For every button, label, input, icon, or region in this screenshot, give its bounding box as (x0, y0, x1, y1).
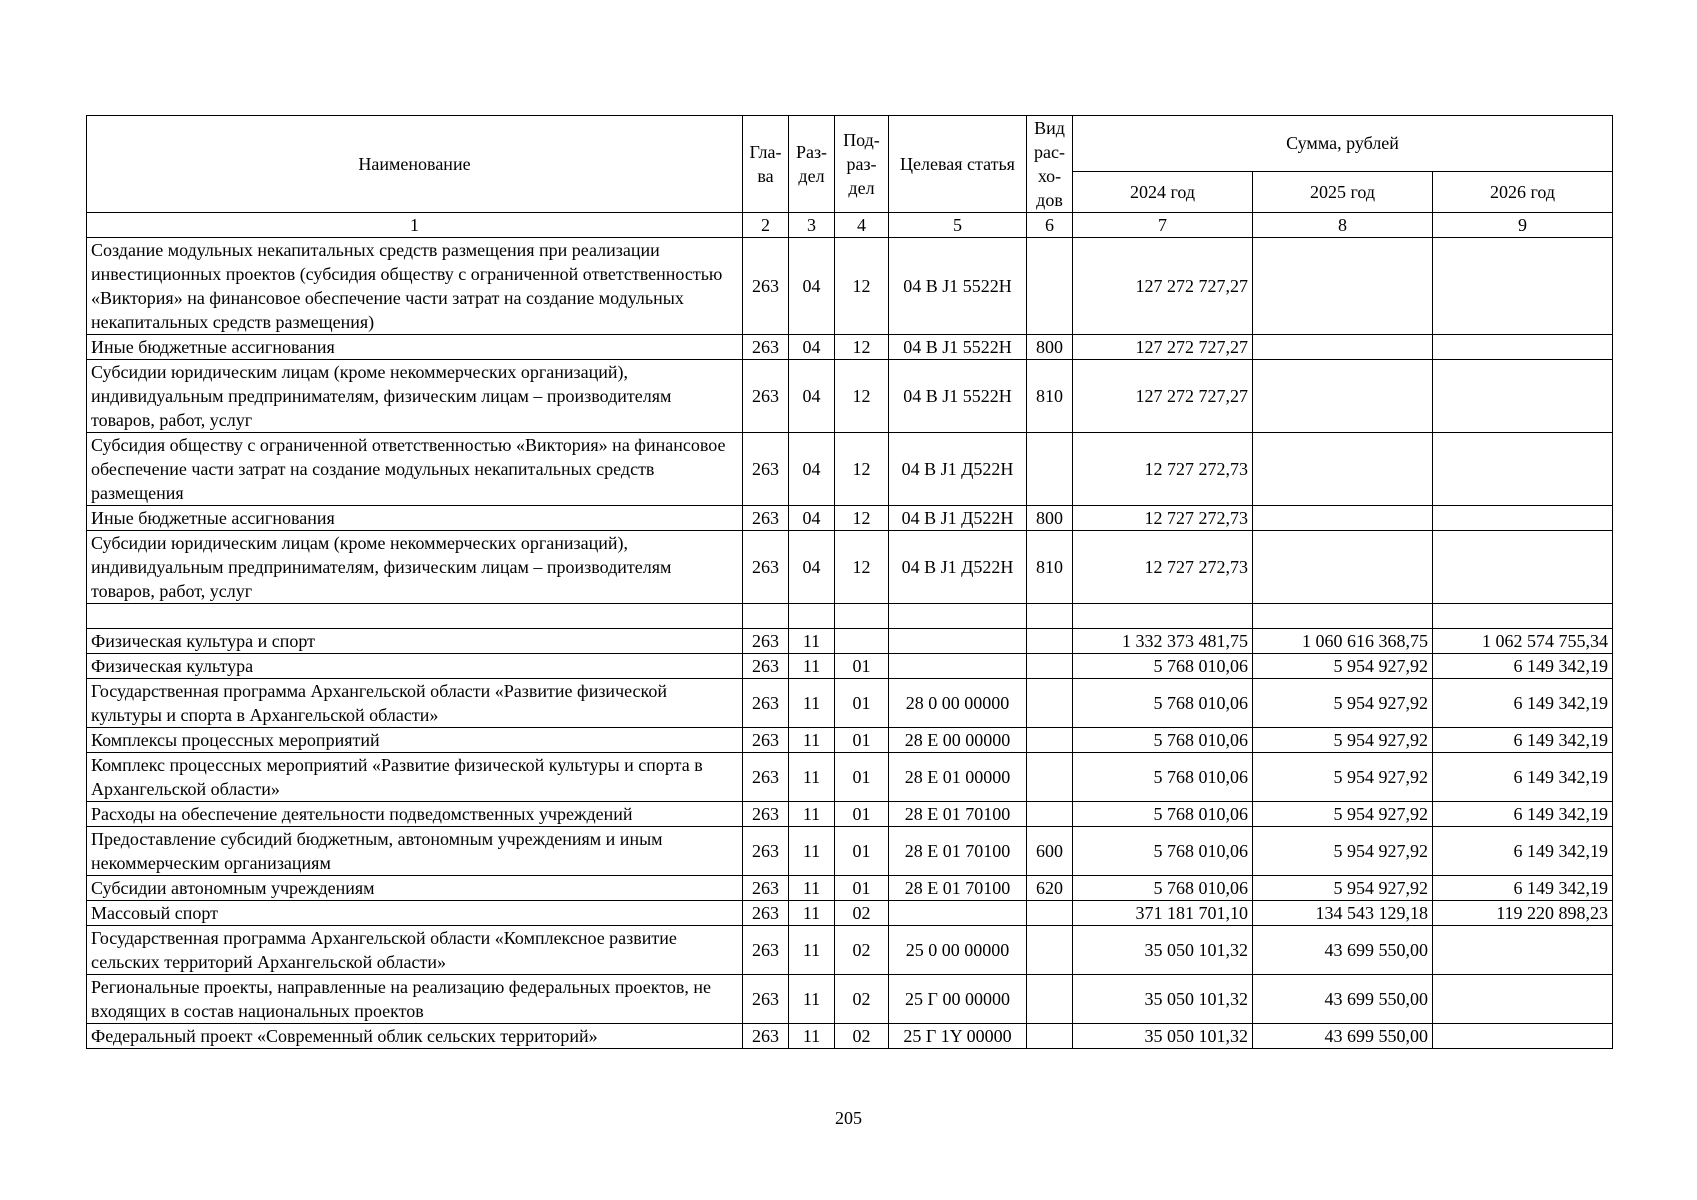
header-summa: Сумма, рублей (1073, 116, 1613, 172)
row-sum-2024 (1073, 604, 1253, 629)
row-sum-2025: 43 699 550,00 (1253, 1024, 1433, 1049)
row-sum-2026: 6 149 342,19 (1433, 679, 1613, 728)
row-podrazdel: 01 (835, 876, 889, 901)
row-celevaya: 28 Е 01 70100 (889, 827, 1027, 876)
header-row (87, 116, 1613, 172)
row-sum-2026 (1433, 604, 1613, 629)
row-glava: 263 (743, 926, 789, 975)
row-podrazdel: 12 (835, 531, 889, 604)
row-sum-2025: 5 954 927,92 (1253, 654, 1433, 679)
row-celevaya: 25 Г 00 00000 (889, 975, 1027, 1024)
row-sum-2026 (1433, 238, 1613, 335)
row-sum-2026: 1 062 574 755,34 (1433, 629, 1613, 654)
row-vid (1027, 1024, 1073, 1049)
row-podrazdel: 01 (835, 728, 889, 753)
row-name: Субсидия обществу с ограниченной ответственностью «Виктория» на финансовое обеспечение части затрат на создание модульных некапитальных средств размещения (87, 433, 743, 506)
row-name: Физическая культура (87, 654, 743, 679)
row-sum-2025 (1253, 360, 1433, 433)
page-number: 205 (835, 1108, 862, 1128)
row-glava: 263 (743, 335, 789, 360)
col-num-8: 8 (1253, 213, 1433, 238)
row-celevaya (889, 604, 1027, 629)
row-vid: 800 (1027, 335, 1073, 360)
row-name: Федеральный проект «Современный облик сельских территорий» (87, 1024, 743, 1049)
row-podrazdel: 01 (835, 679, 889, 728)
row-glava: 263 (743, 238, 789, 335)
row-podrazdel: 01 (835, 654, 889, 679)
row-celevaya: 28 Е 01 70100 (889, 802, 1027, 827)
row-celevaya: 28 Е 01 00000 (889, 753, 1027, 802)
row-celevaya: 28 Е 00 00000 (889, 728, 1027, 753)
row-sum-2026: 6 149 342,19 (1433, 827, 1613, 876)
header-glava: Гла-ва (743, 116, 789, 213)
table-row (87, 827, 1613, 876)
col-num-9: 9 (1433, 213, 1613, 238)
row-celevaya: 28 0 00 00000 (889, 679, 1027, 728)
row-vid (1027, 802, 1073, 827)
row-razdel: 04 (789, 506, 835, 531)
table-row (87, 901, 1613, 926)
row-sum-2024: 127 272 727,27 (1073, 335, 1253, 360)
row-glava (743, 604, 789, 629)
row-vid (1027, 975, 1073, 1024)
row-razdel: 11 (789, 679, 835, 728)
row-celevaya: 25 Г 1Y 00000 (889, 1024, 1027, 1049)
table-row (87, 531, 1613, 604)
row-vid: 810 (1027, 531, 1073, 604)
row-glava: 263 (743, 728, 789, 753)
row-glava: 263 (743, 975, 789, 1024)
table-row (87, 753, 1613, 802)
col-num-2: 2 (743, 213, 789, 238)
row-vid (1027, 753, 1073, 802)
row-vid (1027, 901, 1073, 926)
row-vid (1027, 433, 1073, 506)
row-podrazdel: 12 (835, 335, 889, 360)
col-num-1: 1 (87, 213, 743, 238)
row-glava: 263 (743, 654, 789, 679)
row-sum-2024: 5 768 010,06 (1073, 827, 1253, 876)
row-sum-2024: 35 050 101,32 (1073, 1024, 1253, 1049)
row-sum-2026 (1433, 926, 1613, 975)
row-sum-2025: 5 954 927,92 (1253, 876, 1433, 901)
row-razdel: 04 (789, 433, 835, 506)
table-row (87, 629, 1613, 654)
row-razdel: 11 (789, 728, 835, 753)
table-row (87, 926, 1613, 975)
row-razdel: 11 (789, 827, 835, 876)
row-name: Субсидии автономным учреждениям (87, 876, 743, 901)
row-sum-2024: 5 768 010,06 (1073, 654, 1253, 679)
header-celevaya: Целевая статья (889, 116, 1027, 213)
row-name: Иные бюджетные ассигнования (87, 335, 743, 360)
row-glava: 263 (743, 531, 789, 604)
row-glava: 263 (743, 679, 789, 728)
row-sum-2026: 6 149 342,19 (1433, 753, 1613, 802)
row-name: Комплексы процессных мероприятий (87, 728, 743, 753)
row-celevaya: 04 В J1 Д522Н (889, 506, 1027, 531)
row-podrazdel: 12 (835, 506, 889, 531)
row-podrazdel: 01 (835, 753, 889, 802)
header-razdel: Раз-дел (789, 116, 835, 213)
row-razdel: 04 (789, 335, 835, 360)
col-num-4: 4 (835, 213, 889, 238)
table-row (87, 728, 1613, 753)
row-podrazdel: 01 (835, 802, 889, 827)
col-num-7: 7 (1073, 213, 1253, 238)
row-razdel: 11 (789, 802, 835, 827)
row-celevaya: 04 В J1 5522Н (889, 360, 1027, 433)
row-vid (1027, 926, 1073, 975)
header-vid: Вид рас-хо-дов (1027, 116, 1073, 213)
header-2025: 2025 год (1253, 171, 1433, 212)
row-sum-2026: 6 149 342,19 (1433, 802, 1613, 827)
row-name: Субсидии юридическим лицам (кроме некоммерческих организаций), индивидуальным предпринимателям, физическим лицам – производителям товаров, работ, услуг (87, 531, 743, 604)
row-celevaya (889, 629, 1027, 654)
row-vid: 800 (1027, 506, 1073, 531)
row-vid (1027, 654, 1073, 679)
table-row (87, 679, 1613, 728)
row-sum-2024: 35 050 101,32 (1073, 975, 1253, 1024)
row-glava: 263 (743, 433, 789, 506)
row-podrazdel: 12 (835, 360, 889, 433)
row-glava: 263 (743, 360, 789, 433)
row-vid (1027, 238, 1073, 335)
row-razdel: 11 (789, 1024, 835, 1049)
row-vid (1027, 728, 1073, 753)
row-sum-2025: 5 954 927,92 (1253, 679, 1433, 728)
row-vid: 620 (1027, 876, 1073, 901)
row-sum-2026: 119 220 898,23 (1433, 901, 1613, 926)
row-celevaya (889, 654, 1027, 679)
row-glava: 263 (743, 876, 789, 901)
row-glava: 263 (743, 1024, 789, 1049)
row-vid (1027, 604, 1073, 629)
table-row (87, 802, 1613, 827)
row-name: Расходы на обеспечение деятельности подведомственных учреждений (87, 802, 743, 827)
row-sum-2024: 5 768 010,06 (1073, 802, 1253, 827)
row-podrazdel: 02 (835, 975, 889, 1024)
row-glava: 263 (743, 901, 789, 926)
row-sum-2024: 127 272 727,27 (1073, 360, 1253, 433)
row-sum-2025: 134 543 129,18 (1253, 901, 1433, 926)
col-num-6: 6 (1027, 213, 1073, 238)
table-row (87, 238, 1613, 335)
row-sum-2026 (1433, 531, 1613, 604)
row-glava: 263 (743, 506, 789, 531)
row-sum-2024: 12 727 272,73 (1073, 433, 1253, 506)
row-name: Массовый спорт (87, 901, 743, 926)
row-sum-2026 (1433, 335, 1613, 360)
table-row (87, 433, 1613, 506)
row-razdel: 04 (789, 360, 835, 433)
row-sum-2024: 5 768 010,06 (1073, 728, 1253, 753)
table-row (87, 506, 1613, 531)
row-razdel: 11 (789, 629, 835, 654)
row-glava: 263 (743, 753, 789, 802)
table-row (87, 360, 1613, 433)
row-sum-2024: 5 768 010,06 (1073, 876, 1253, 901)
row-sum-2024: 127 272 727,27 (1073, 238, 1253, 335)
header-name: Наименование (87, 116, 743, 213)
row-celevaya: 04 В J1 5522Н (889, 335, 1027, 360)
row-name: Физическая культура и спорт (87, 629, 743, 654)
table-row (87, 975, 1613, 1024)
row-razdel: 11 (789, 654, 835, 679)
header-podrazdel: Под-раз-дел (835, 116, 889, 213)
budget-table (86, 115, 1613, 1049)
row-sum-2025: 1 060 616 368,75 (1253, 629, 1433, 654)
table-body (87, 238, 1613, 1049)
column-numbers-row (87, 213, 1613, 238)
row-sum-2026: 6 149 342,19 (1433, 654, 1613, 679)
row-vid (1027, 629, 1073, 654)
row-sum-2026 (1433, 506, 1613, 531)
row-razdel (789, 604, 835, 629)
row-sum-2026 (1433, 433, 1613, 506)
row-podrazdel: 01 (835, 827, 889, 876)
row-sum-2024: 371 181 701,10 (1073, 901, 1253, 926)
table-row (87, 654, 1613, 679)
row-celevaya: 04 В J1 Д522Н (889, 531, 1027, 604)
row-sum-2024: 12 727 272,73 (1073, 531, 1253, 604)
row-celevaya (889, 901, 1027, 926)
row-name: Региональные проекты, направленные на реализацию федеральных проектов, не входящих в состав национальных проектов (87, 975, 743, 1024)
row-razdel: 11 (789, 926, 835, 975)
row-sum-2025: 5 954 927,92 (1253, 728, 1433, 753)
row-sum-2026 (1433, 1024, 1613, 1049)
row-podrazdel: 02 (835, 1024, 889, 1049)
row-podrazdel (835, 604, 889, 629)
row-sum-2024: 12 727 272,73 (1073, 506, 1253, 531)
row-vid: 600 (1027, 827, 1073, 876)
row-name: Государственная программа Архангельской области «Развитие физической культуры и спорта в Архангельской области» (87, 679, 743, 728)
header-2024: 2024 год (1073, 171, 1253, 212)
row-sum-2024: 5 768 010,06 (1073, 753, 1253, 802)
row-vid: 810 (1027, 360, 1073, 433)
row-sum-2024: 5 768 010,06 (1073, 679, 1253, 728)
col-num-5: 5 (889, 213, 1027, 238)
row-vid (1027, 679, 1073, 728)
row-podrazdel: 12 (835, 433, 889, 506)
row-razdel: 11 (789, 753, 835, 802)
table-row (87, 335, 1613, 360)
row-sum-2024: 1 332 373 481,75 (1073, 629, 1253, 654)
row-sum-2025: 5 954 927,92 (1253, 753, 1433, 802)
row-sum-2026: 6 149 342,19 (1433, 728, 1613, 753)
row-celevaya: 04 В J1 5522Н (889, 238, 1027, 335)
row-sum-2025 (1253, 433, 1433, 506)
row-sum-2026 (1433, 975, 1613, 1024)
row-celevaya: 28 Е 01 70100 (889, 876, 1027, 901)
row-celevaya: 04 В J1 Д522Н (889, 433, 1027, 506)
row-razdel: 04 (789, 238, 835, 335)
row-razdel: 11 (789, 975, 835, 1024)
row-sum-2025: 43 699 550,00 (1253, 975, 1433, 1024)
row-glava: 263 (743, 802, 789, 827)
col-num-3: 3 (789, 213, 835, 238)
table-row (87, 876, 1613, 901)
row-glava: 263 (743, 827, 789, 876)
row-celevaya: 25 0 00 00000 (889, 926, 1027, 975)
row-razdel: 11 (789, 876, 835, 901)
row-name: Предоставление субсидий бюджетным, автономным учреждениям и иным некоммерческим организациям (87, 827, 743, 876)
row-sum-2025: 5 954 927,92 (1253, 802, 1433, 827)
table-row (87, 1024, 1613, 1049)
row-sum-2025 (1253, 238, 1433, 335)
row-razdel: 11 (789, 901, 835, 926)
row-name: Комплекс процессных мероприятий «Развитие физической культуры и спорта в Архангельской области» (87, 753, 743, 802)
row-razdel: 04 (789, 531, 835, 604)
row-sum-2025 (1253, 531, 1433, 604)
row-podrazdel: 12 (835, 238, 889, 335)
row-name: Субсидии юридическим лицам (кроме некоммерческих организаций), индивидуальным предпринимателям, физическим лицам – производителям товаров, работ, услуг (87, 360, 743, 433)
row-sum-2025 (1253, 335, 1433, 360)
row-podrazdel: 02 (835, 926, 889, 975)
row-sum-2025: 5 954 927,92 (1253, 827, 1433, 876)
row-sum-2025 (1253, 604, 1433, 629)
table-row (87, 604, 1613, 629)
row-sum-2024: 35 050 101,32 (1073, 926, 1253, 975)
row-sum-2025 (1253, 506, 1433, 531)
row-sum-2026: 6 149 342,19 (1433, 876, 1613, 901)
row-podrazdel: 02 (835, 901, 889, 926)
row-sum-2025: 43 699 550,00 (1253, 926, 1433, 975)
row-name: Создание модульных некапитальных средств размещения при реализации инвестиционных проектов (субсидия обществу с ограниченной ответственностью «Виктория» на финансовое обеспечение части затрат на создание модульных некапитальных средств размещения) (87, 238, 743, 335)
row-glava: 263 (743, 629, 789, 654)
row-sum-2026 (1433, 360, 1613, 433)
row-name: Иные бюджетные ассигнования (87, 506, 743, 531)
row-name (87, 604, 743, 629)
row-podrazdel (835, 629, 889, 654)
header-2026: 2026 год (1433, 171, 1613, 212)
row-name: Государственная программа Архангельской области «Комплексное развитие сельских территорий Архангельской области» (87, 926, 743, 975)
